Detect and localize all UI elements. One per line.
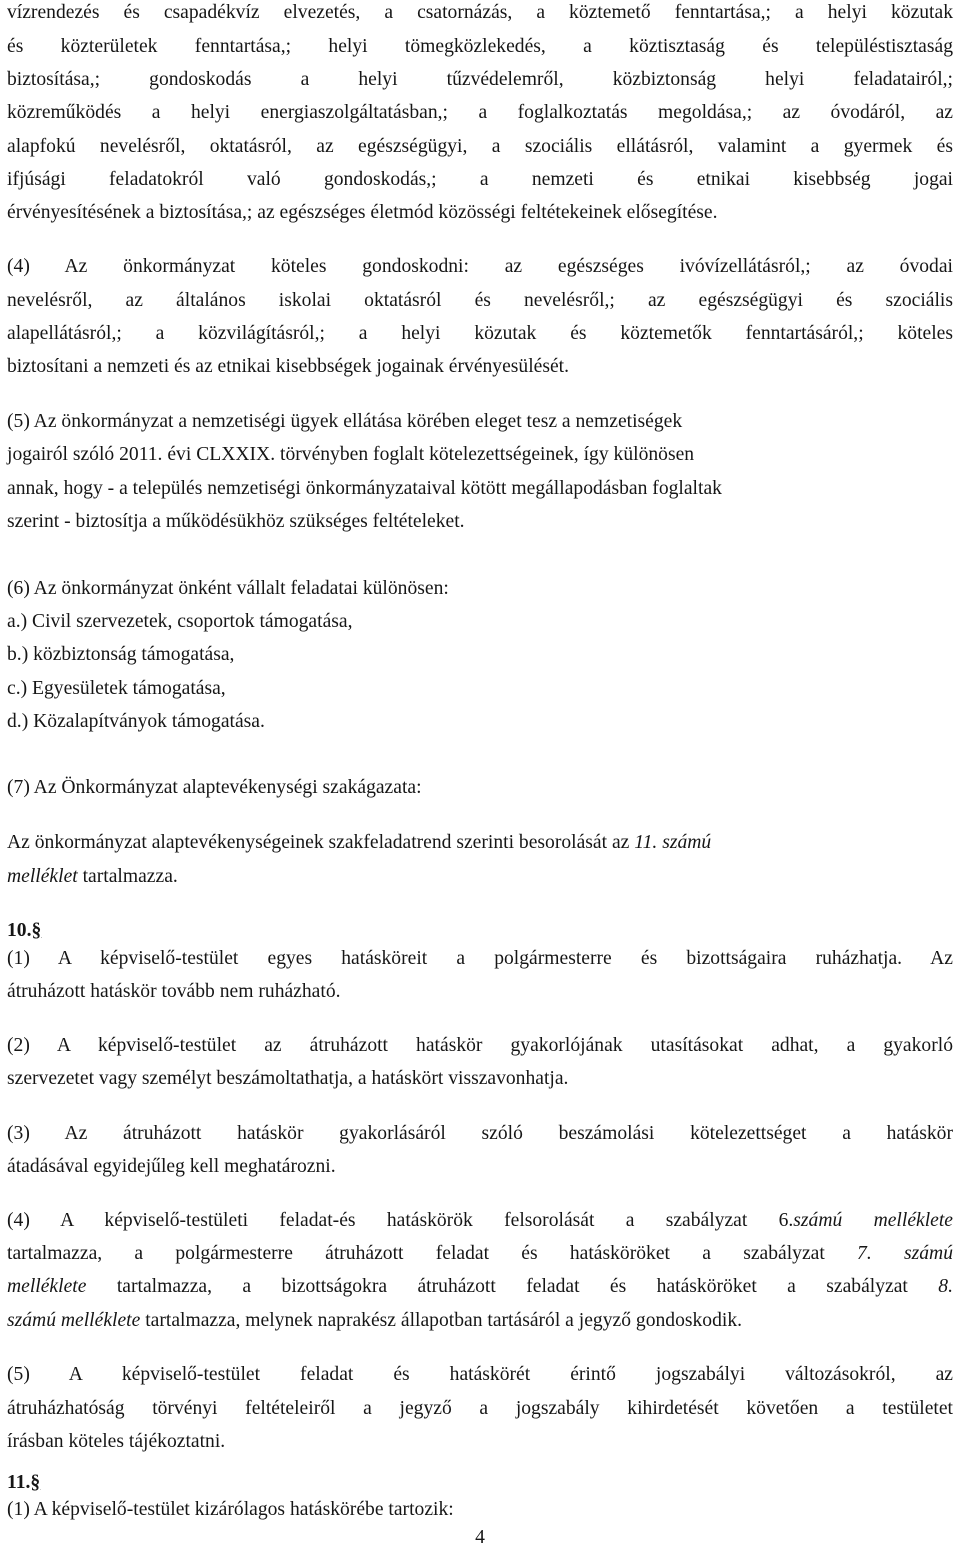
text-line: és közterületek fenntartása,; helyi tömegközlekedés, a köztisztaság és településtisztaság <box>7 36 953 57</box>
text-line: ifjúsági feladatokról való gondoskodás,; a nemzeti és etnikai kisebbség jogai <box>7 169 953 190</box>
text-line: (4) Az önkormányzat köteles gondoskodni: az egészséges ivóvízellátásról,; az óvodai <box>7 256 953 277</box>
annex-reference: számú melléklete <box>793 1210 953 1231</box>
text-line <box>7 864 178 890</box>
text-line: átadásával egyidejűleg kell meghatározni. <box>7 1156 336 1177</box>
page-number: 4 <box>475 1527 485 1548</box>
text-line: annak, hogy - a település nemzetiségi önkormányzataival kötött megállapodásban foglaltak <box>7 478 722 499</box>
text-line: (3) Az átruházott hatáskör gyakorlásáról szóló beszámolási kötelezettséget a hatáskör <box>7 1123 953 1144</box>
list-item: b.) közbiztonság támogatása, <box>7 644 235 665</box>
text-line: (1) A képviselő-testület kizárólagos hatáskörébe tartozik: <box>7 1499 454 1520</box>
text-line: (5) A képviselő-testület feladat és hatáskörét érintő jogszabályi változásokról, az <box>7 1364 953 1385</box>
text-line: közreműködés a helyi energiaszolgáltatásban,; a foglalkoztatás megoldása,; az óvodáról, az <box>7 102 953 123</box>
text-line: alapellátásról,; a közvilágításról,; a helyi közutak és köztemetők fenntartásáról,; köteles <box>7 323 953 344</box>
text-line <box>7 830 711 856</box>
section-number <box>7 1470 40 1496</box>
section-number <box>7 918 41 944</box>
text-span: (4) A képviselő-testületi feladat-és hatáskörök felsorolását a szabályzat 6. <box>7 1210 794 1231</box>
section-sign: § <box>30 1472 41 1493</box>
text-line: jogairól szóló 2011. évi CLXXIX. törvényben foglalt kötelezettségeinek, így különösen <box>7 444 695 465</box>
text-line <box>7 1274 953 1300</box>
text-line: alapfokú nevelésről, oktatásról, az egészségügyi, a szociális ellátásról, valamint a gyermek és <box>7 136 953 157</box>
annex-reference: 8. <box>938 1276 953 1297</box>
section-number-text: 11. <box>7 1472 31 1493</box>
list-heading: (6) Az önkormányzat önként vállalt feladatai különösen: <box>7 578 449 599</box>
list-item: d.) Közalapítványok támogatása. <box>7 711 265 732</box>
text-line: írásban köteles tájékoztatni. <box>7 1431 226 1452</box>
text-span: tartalmazza, a polgármesterre átruházott feladat és hatásköröket a szabályzat <box>7 1243 858 1264</box>
text-line: átruházhatóság törvényi feltételeiről a jegyző a jogszabály kihirdetését követően a testületet <box>7 1398 953 1419</box>
annex-reference: számú melléklete <box>7 1310 141 1331</box>
text-span: Az önkormányzat alaptevékenységeinek szakfeladatrend szerinti besorolását az <box>7 832 635 853</box>
text-line: biztosítani a nemzeti és az etnikai kisebbségek jogainak érvényesülését. <box>7 356 570 377</box>
annex-reference: 7. számú <box>857 1243 953 1264</box>
text-line <box>7 1308 742 1334</box>
section-sign: § <box>31 920 42 941</box>
text-line: nevelésről, az általános iskolai oktatásról és nevelésről,; az egészségügyi és szociális <box>7 290 953 311</box>
text-line <box>7 1241 953 1267</box>
text-line: szervezetet vagy személyt beszámoltathatja, a hatáskört visszavonhatja. <box>7 1068 569 1089</box>
annex-reference: 11. számú <box>634 832 712 853</box>
text-line: vízrendezés és csapadékvíz elvezetés, a csatornázás, a köztemető fenntartása,; a helyi közutak <box>7 2 953 23</box>
text-line: (2) A képviselő-testület az átruházott hatáskör gyakorlójának utasításokat adhat, a gyakorló <box>7 1035 953 1056</box>
annex-reference: melléklete <box>7 1276 87 1297</box>
annex-reference: melléklet <box>7 866 78 887</box>
text-span: tartalmazza, a bizottságokra átruházott feladat és hatásköröket a szabályzat <box>86 1276 939 1297</box>
section-heading: (7) Az Önkormányzat alaptevékenységi szakágazata: <box>7 777 422 798</box>
text-line: biztosítása,; gondoskodás a helyi tűzvédelemről, közbiztonság helyi feladatairól,; <box>7 69 953 90</box>
text-line <box>7 1208 953 1234</box>
list-item: a.) Civil szervezetek, csoportok támogatása, <box>7 611 353 632</box>
text-line: (1) A képviselő-testület egyes hatásköreit a polgármesterre és bizottságaira ruházhatja. Az <box>7 948 953 969</box>
text-line: szerint - biztosítja a működésükhöz szükséges feltételeket. <box>7 511 465 532</box>
text-span: tartalmazza. <box>77 866 178 887</box>
text-line: (5) Az önkormányzat a nemzetiségi ügyek ellátása körében eleget tesz a nemzetiségek <box>7 411 683 432</box>
text-span: tartalmazza, melynek naprakész állapotban tartásáról a jegyző gondoskodik. <box>140 1310 743 1331</box>
list-item: c.) Egyesületek támogatása, <box>7 678 226 699</box>
text-line: érvényesítésének a biztosítása,; az egészséges életmód közösségi feltétekeinek elősegítése. <box>7 202 718 223</box>
section-number-text: 10. <box>7 920 32 941</box>
text-line: átruházott hatáskör tovább nem ruházható. <box>7 981 341 1002</box>
